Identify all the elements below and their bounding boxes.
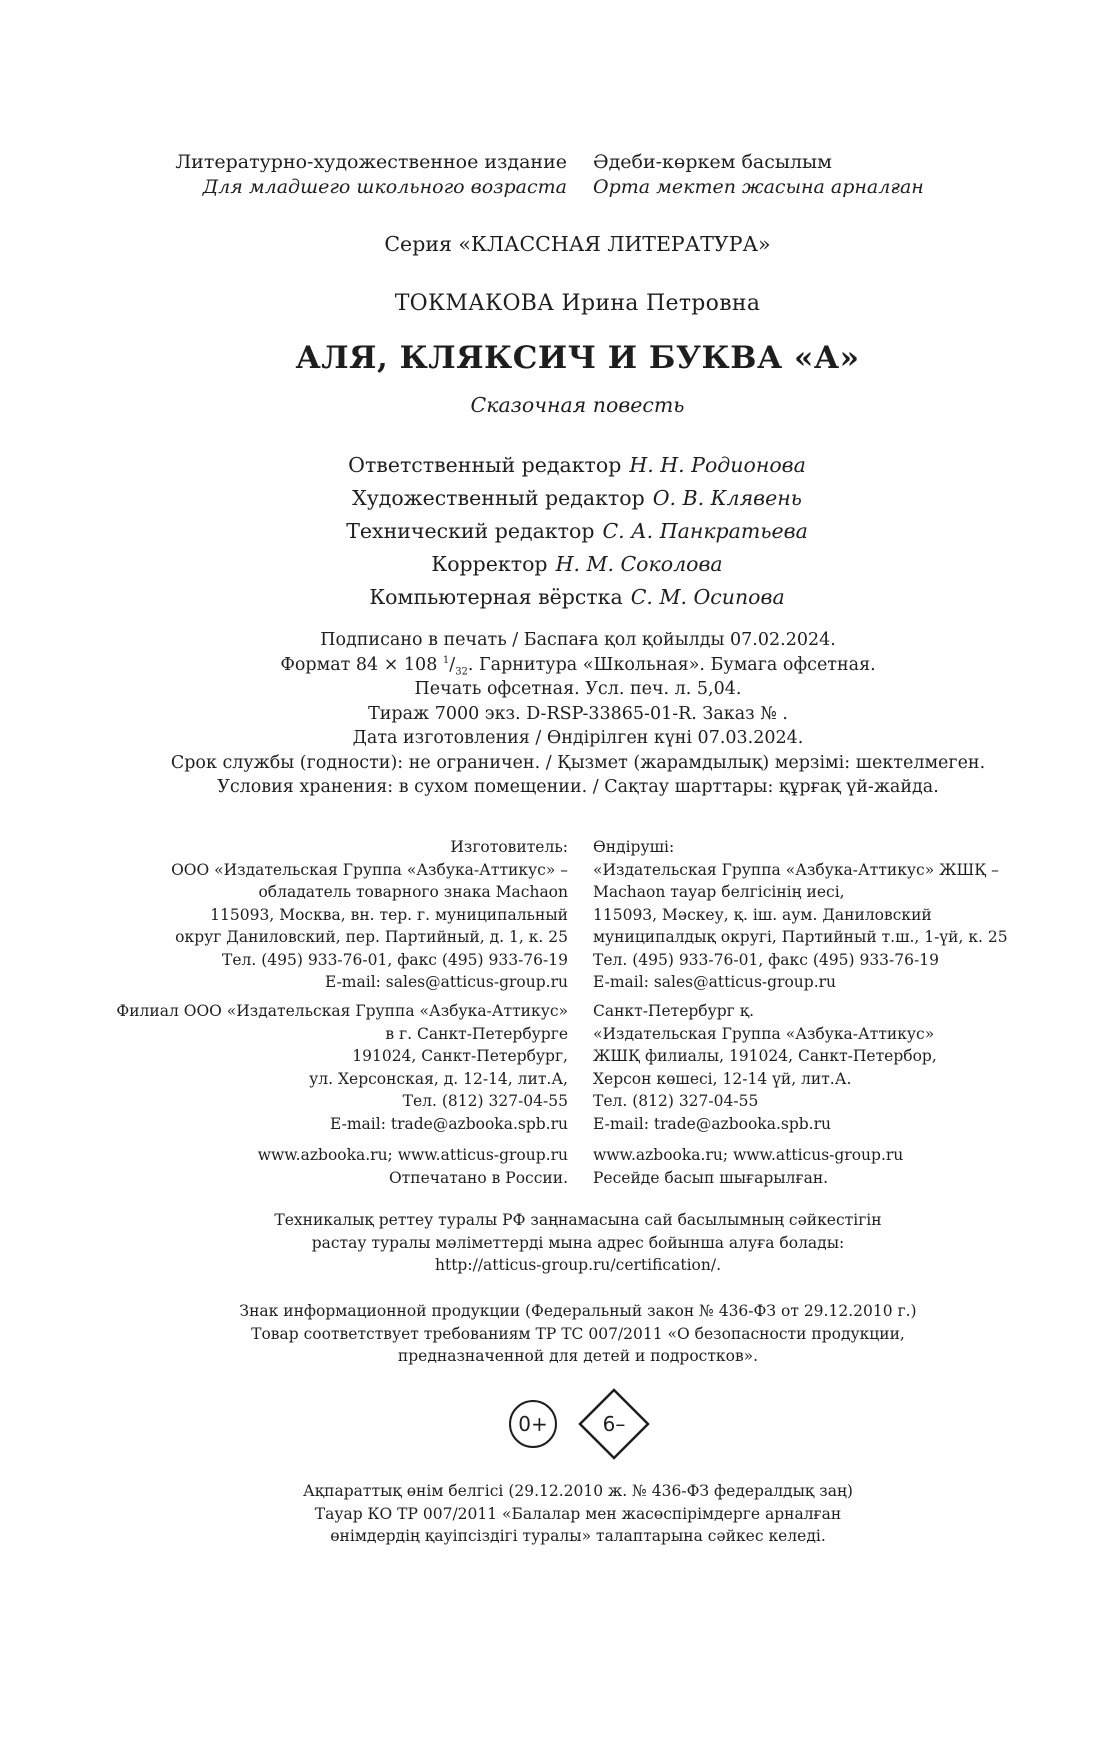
age-group-kz: Орта мектеп жасына арналған	[593, 176, 924, 198]
manufacturer-kz: Өндіруші: «Издательская Группа «Азбука-Аттикус» ЖШҚ – Machaon тауар белгісінің иесі, 115093, Мәскеу, қ. іш. аум. Даниловский муниципалдық округі, Партийный т.ш., 1-үй, к. 25 Тел. (495) 933-76-01, факс (495) 933-76-19 E-mail: sales@atticus-group.ru	[593, 838, 1008, 991]
staff-row: Корректор Н. М. Соколова	[431, 552, 723, 576]
branch-ru: Филиал ООО «Издательская Группа «Азбука-Аттикус» в г. Санкт-Петербурге 191024, Санкт-Петербург, ул. Херсонская, д. 12-14, лит.А, Тел. (812) 327-04-55 E-mail: trade@azbooka.spb.ru	[116, 1002, 568, 1133]
website-links-kz: www.azbooka.ru; www.atticus-group.ru	[593, 1146, 904, 1164]
header-right	[593, 150, 924, 200]
shelf-life-line: Срок службы (годности): не ограничен. / Қызмет (жарамдылық) мерзімі: шектелмеген.	[170, 752, 986, 773]
circulation-line: Тираж 7000 экз. D-RSP-33865-01-R. Заказ № .	[368, 703, 788, 724]
manufacturer-ru: Изготовитель: ООО «Издательская Группа «Азбука-Аттикус» – обладатель товарного знака Machaon 115093, Москва, вн. тер. г. муниципальный округ Даниловский, пер. Партийный, д. 1, к. 25 Тел. (495) 933-76-01, факс (495) 933-76-19 E-mail: sales@atticus-group.ru	[171, 838, 568, 991]
info-sign-ru: Знак информационной продукции (Федеральный закон № 436-ФЗ от 29.12.2010 г.) Товар соответствует требованиям ТР ТС 007/2011 «О безопасности продукции, предназначенной для детей и подростков».	[239, 1302, 917, 1365]
signed-line: Подписано в печать / Баспаға қол қойылды 07.02.2024.	[320, 630, 836, 650]
age-group-ru: Для младшего школьного возраста	[202, 176, 567, 198]
staff-row: Ответственный редактор Н. Н. Родионова	[348, 453, 806, 477]
age-rating-circle-badge: 0+	[509, 1400, 557, 1448]
edition-type-kz: Әдеби-көркем басылым	[593, 151, 832, 173]
print-info	[28, 628, 1100, 800]
series-line: Серия «КЛАССНАЯ ЛИТЕРАТУРА»	[384, 232, 771, 256]
branch-kz: Санкт-Петербург қ. «Издательская Группа «Азбука-Аттикус» ЖШҚ филиалы, 191024, Санкт-Петербор, Херсон көшесі, 12-14 үй, лит.А. Тел. (812) 327-04-55 E-mail: trade@azbooka.spb.ru	[593, 1002, 937, 1133]
printing-line: Печать офсетная. Усл. печ. л. 5,04.	[414, 679, 742, 699]
date-line: Дата изготовления / Өндірілген күні 07.03.2024.	[352, 728, 804, 748]
certification-url: http://atticus-group.ru/certification/.	[434, 1256, 721, 1274]
format-line: Формат 84 × 108 $^1/_{32}$. Гарнитура «Школьная». Бумага офсетная.	[280, 654, 876, 677]
book-subtitle: Сказочная повесть	[470, 393, 685, 417]
age-rating-diamond-badge	[578, 1388, 650, 1460]
staff-row: Компьютерная вёрстка С. М. Осипова	[369, 585, 785, 609]
info-sign-kz: Ақпараттық өнім белгісі (29.12.2010 ж. № 436-ФЗ федералдық заң) Тауар КО ТР 007/2011 «Балалар мен жасөспірімдерге арналған өнімдердің қауіпсіздігі туралы» талаптарына сәйкес келеді.	[303, 1482, 853, 1545]
web-ru: www.azbooka.ru; www.atticus-group.ru Отпечатано в России.	[257, 1146, 568, 1187]
website-links-ru: www.azbooka.ru; www.atticus-group.ru	[257, 1146, 568, 1164]
certification-note: Техникалық реттеу туралы РФ заңнамасына сай басылымның сәйкестігін растау туралы мәліметтерді мына адрес бойынша алуға болады: http://atticus-group.ru/certification/.	[28, 1209, 1100, 1277]
staff-row: Технический редактор С. А. Панкратьева	[346, 519, 808, 543]
edition-type-ru: Литературно-художественное издание	[175, 151, 567, 173]
editorial-staff	[27, 449, 1100, 614]
header-left	[175, 150, 567, 200]
staff-row: Художественный редактор О. В. Клявень	[352, 486, 802, 510]
author-name: ТОКМАКОВА Ирина Петровна	[394, 291, 761, 316]
book-title: АЛЯ, КЛЯКСИЧ И БУКВА «А»	[295, 340, 860, 376]
storage-line: Условия хранения: в сухом помещении. / Сақтау шарттары: құрғақ үй-жайда.	[217, 777, 939, 797]
diamond-label: 6–	[602, 1412, 626, 1436]
web-kz: www.azbooka.ru; www.atticus-group.ru Ресейде басып шығарылған.	[593, 1146, 904, 1187]
